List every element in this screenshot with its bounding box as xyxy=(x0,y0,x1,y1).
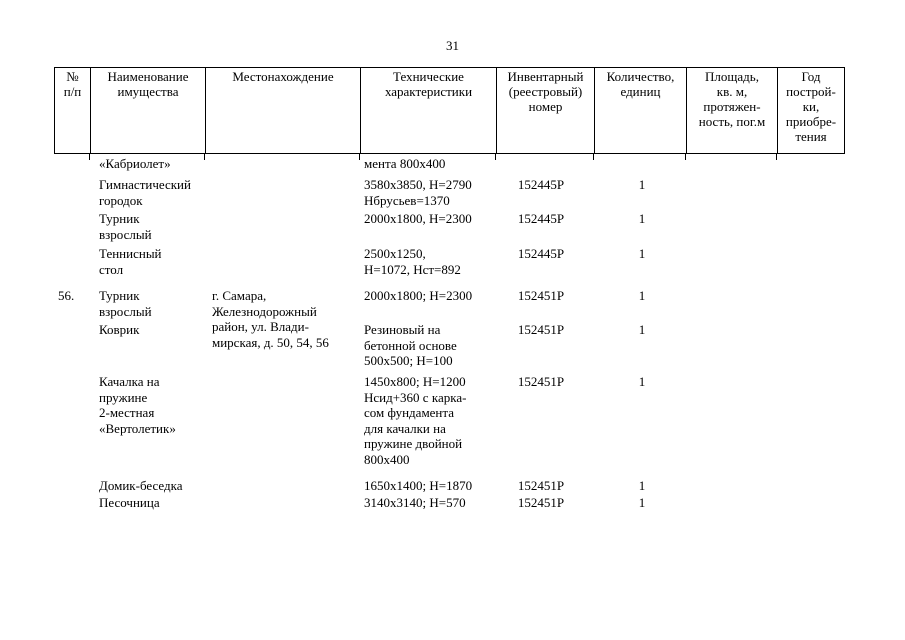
cell-quantity: 1 xyxy=(638,374,646,389)
cell-inventory: 152451Р xyxy=(517,495,565,510)
cell-tech: 2500х1250, Н=1072, Нст=892 xyxy=(364,246,461,277)
cell-inventory: 152451Р xyxy=(517,322,565,337)
cell-name: Качалка на пружине 2-местная «Вертолетик» xyxy=(99,374,176,436)
cell-tech: 2000х1800, Н=2300 xyxy=(364,211,472,226)
cell-tech: мента 800х400 xyxy=(364,156,446,171)
cell-name: Домик-беседка xyxy=(99,478,183,493)
cell-tech: 3580х3850, Н=2790 Нбрусьев=1370 xyxy=(364,177,472,208)
cell-quantity: 1 xyxy=(638,246,646,261)
header-inventory: Инвентарный (реестровый) номер xyxy=(497,68,595,154)
cell-inventory: 152445Р xyxy=(517,246,565,261)
cell-tech: 1650х1400; Н=1870 xyxy=(364,478,473,493)
cell-tech: 2000х1800; Н=2300 xyxy=(364,288,473,303)
header-year: Год построй- ки, приобре- тения xyxy=(778,68,845,154)
header-name: Наименование имущества xyxy=(91,68,206,154)
cell-inventory: 152451Р xyxy=(517,478,565,493)
cell-inventory: 152445Р xyxy=(517,177,565,192)
cell-name: Песочница xyxy=(99,495,160,510)
cell-inventory: 152445Р xyxy=(517,211,565,226)
page-number: 31 xyxy=(446,38,459,53)
cell-inventory: 152451Р xyxy=(517,288,565,303)
cell-name: Теннисный стол xyxy=(99,246,162,277)
cell-number: 56. xyxy=(58,288,75,303)
cell-location: г. Самара, Железнодорожный район, ул. Влади- мирская, д. 50, 54, 56 xyxy=(212,288,329,350)
cell-quantity: 1 xyxy=(638,495,646,510)
cell-tech: Резиновый на бетонной основе 500х500; Н=100 xyxy=(364,322,457,368)
cell-name: «Кабриолет» xyxy=(99,156,171,171)
header-tech: Технические характеристики xyxy=(361,68,497,154)
cell-quantity: 1 xyxy=(638,177,646,192)
cell-name: Турник взрослый xyxy=(99,288,152,319)
cell-quantity: 1 xyxy=(638,322,646,337)
cell-quantity: 1 xyxy=(638,288,646,303)
cell-inventory: 152451Р xyxy=(517,374,565,389)
cell-tech: 3140х3140; Н=570 xyxy=(364,495,466,510)
header-location: Местонахождение xyxy=(206,68,361,154)
cell-name: Коврик xyxy=(99,322,140,337)
cell-quantity: 1 xyxy=(638,478,646,493)
header-number: № п/п xyxy=(55,68,91,154)
cell-tech: 1450х800; Н=1200 Нсид+360 с карка- сом фундамента для качалки на пружине двойной 800х400 xyxy=(364,374,467,467)
cell-name: Гимнастический городок xyxy=(99,177,191,208)
header-quantity: Количество, единиц xyxy=(595,68,687,154)
header-area: Площадь, кв. м, протяжен- ность, пог.м xyxy=(687,68,778,154)
cell-name: Турник взрослый xyxy=(99,211,152,242)
cell-quantity: 1 xyxy=(638,211,646,226)
